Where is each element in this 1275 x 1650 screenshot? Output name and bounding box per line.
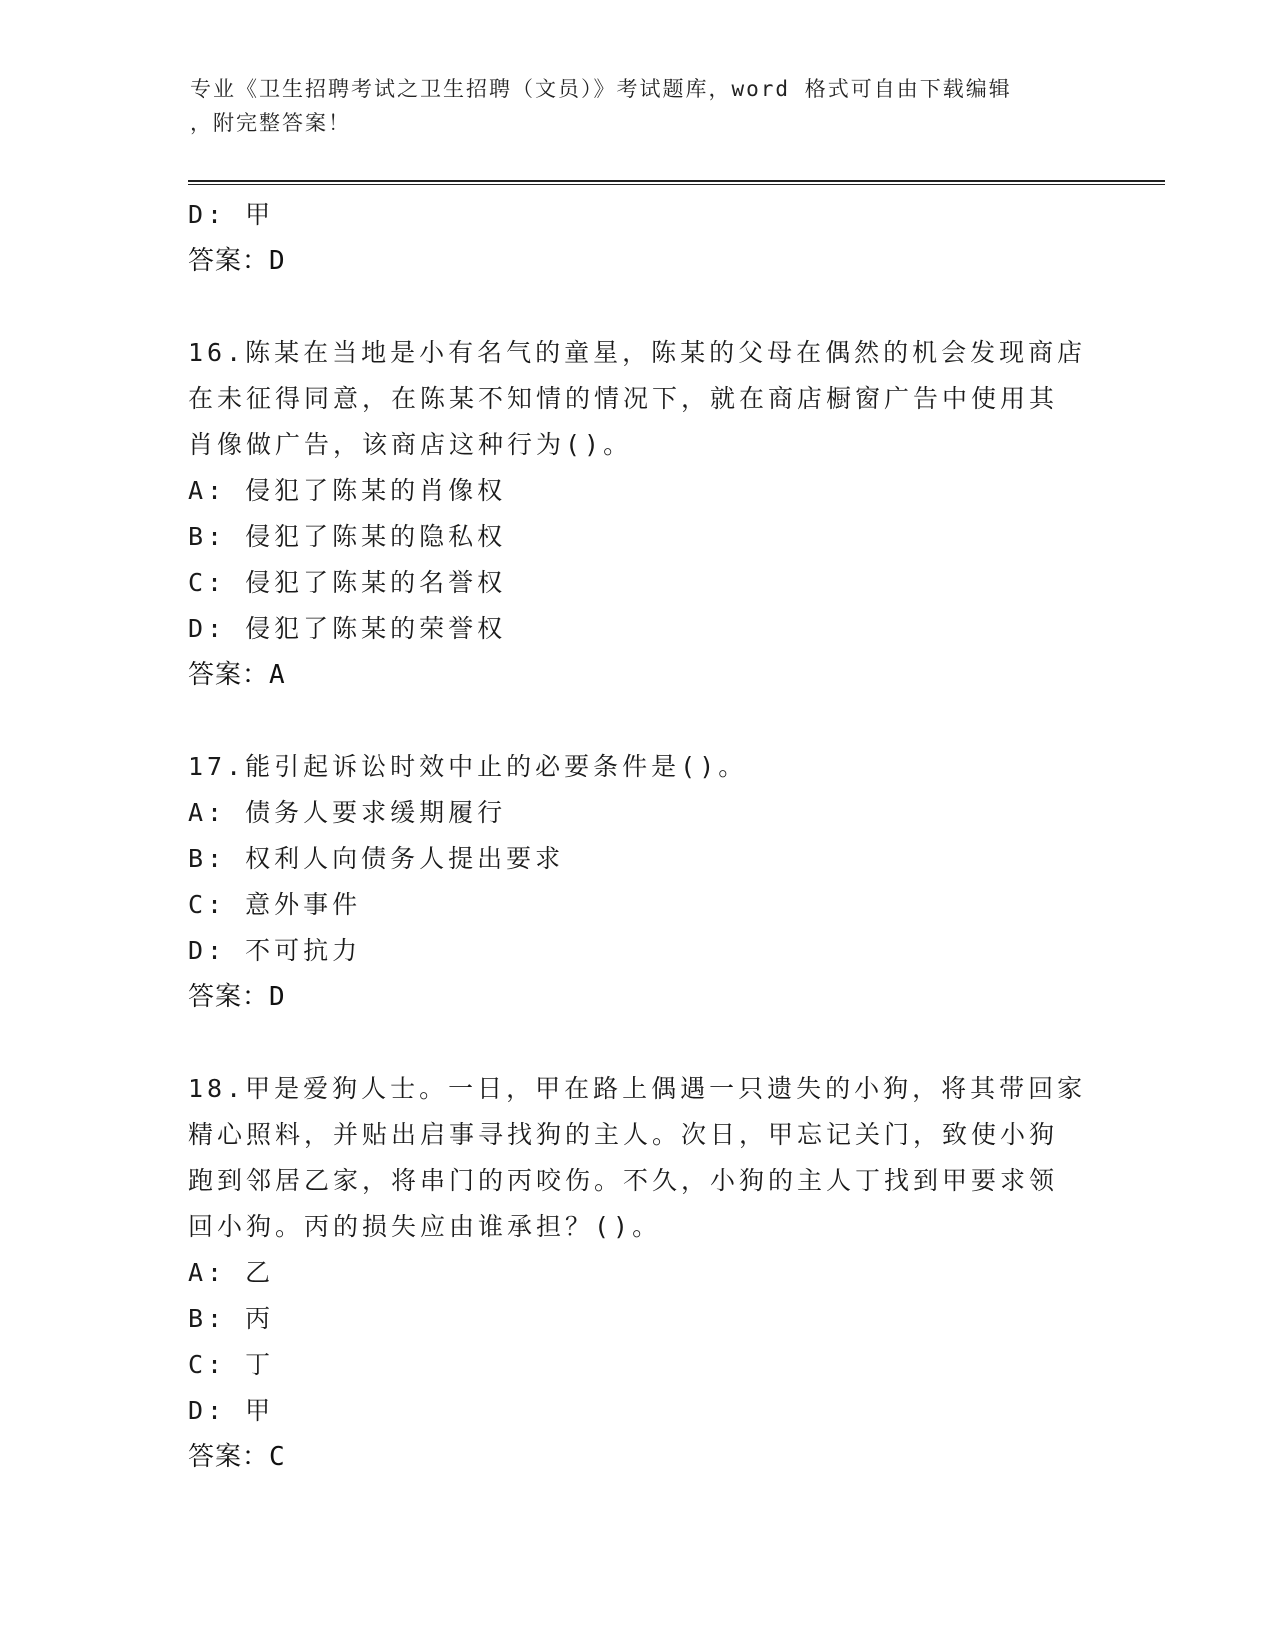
question-16 [188, 330, 1088, 698]
question-answer [188, 652, 1088, 698]
option-b: B: 丙 [188, 1304, 275, 1333]
question-stem [188, 744, 1088, 790]
option-a: A: 侵犯了陈某的肖像权 [188, 476, 507, 505]
question-answer [188, 1434, 1088, 1480]
option-c: C: 意外事件 [188, 890, 362, 919]
answer-value: A [269, 660, 286, 690]
document-header [190, 72, 1090, 140]
stem-line: 在未征得同意，在陈某不知情的情况下，就在商店橱窗广告中使用其 [188, 384, 1059, 413]
stem-line: 回小狗。丙的损失应由谁承担？()。 [188, 1212, 662, 1241]
header-line-2: ，附完整答案！ [190, 111, 351, 135]
stem-line: 18.甲是爱狗人士。一日，甲在路上偶遇一只遗失的小狗，将其带回家 [188, 1074, 1087, 1103]
option-b: B: 权利人向债务人提出要求 [188, 844, 565, 873]
question-stem [188, 1066, 1088, 1250]
question-17 [188, 744, 1088, 1020]
stem-line: 16.陈某在当地是小有名气的童星，陈某的父母在偶然的机会发现商店 [188, 338, 1087, 367]
stem-line: 17.能引起诉讼时效中止的必要条件是()。 [188, 752, 748, 781]
answer-value: D [269, 246, 286, 276]
document-body [188, 192, 1088, 1480]
carryover-answer [188, 238, 1088, 284]
answer-label: 答案： [188, 246, 270, 276]
spacer [188, 698, 1088, 744]
question-stem [188, 330, 1088, 468]
answer-label: 答案： [188, 660, 270, 690]
option-c: C: 丁 [188, 1350, 275, 1379]
header-line-1: 专业《卫生招聘考试之卫生招聘（文员）》考试题库，word 格式可自由下载编辑 [190, 77, 1012, 101]
spacer [188, 1020, 1088, 1066]
answer-label: 答案： [188, 982, 270, 1012]
stem-line: 精心照料，并贴出启事寻找狗的主人。次日，甲忘记关门，致使小狗 [188, 1120, 1059, 1149]
option-d: D: 侵犯了陈某的荣誉权 [188, 614, 507, 643]
spacer [188, 284, 1088, 330]
stem-line: 跑到邻居乙家，将串门的丙咬伤。不久，小狗的主人丁找到甲要求领 [188, 1166, 1059, 1195]
option-a: A: 乙 [188, 1258, 275, 1287]
question-answer [188, 974, 1088, 1020]
header-divider-thin [188, 184, 1165, 185]
carryover-block [188, 192, 1088, 284]
header-divider-thick [188, 180, 1165, 182]
answer-value: C [269, 1442, 286, 1472]
option-b: B: 侵犯了陈某的隐私权 [188, 522, 507, 551]
stem-line: 肖像做广告，该商店这种行为()。 [188, 430, 633, 459]
option-d: D: 甲 [188, 1396, 275, 1425]
option-a: A: 债务人要求缓期履行 [188, 798, 507, 827]
answer-label: 答案： [188, 1442, 270, 1472]
carryover-option-d: D: 甲 [188, 200, 275, 229]
option-c: C: 侵犯了陈某的名誉权 [188, 568, 507, 597]
answer-value: D [269, 982, 286, 1012]
option-d: D: 不可抗力 [188, 936, 362, 965]
question-18 [188, 1066, 1088, 1480]
